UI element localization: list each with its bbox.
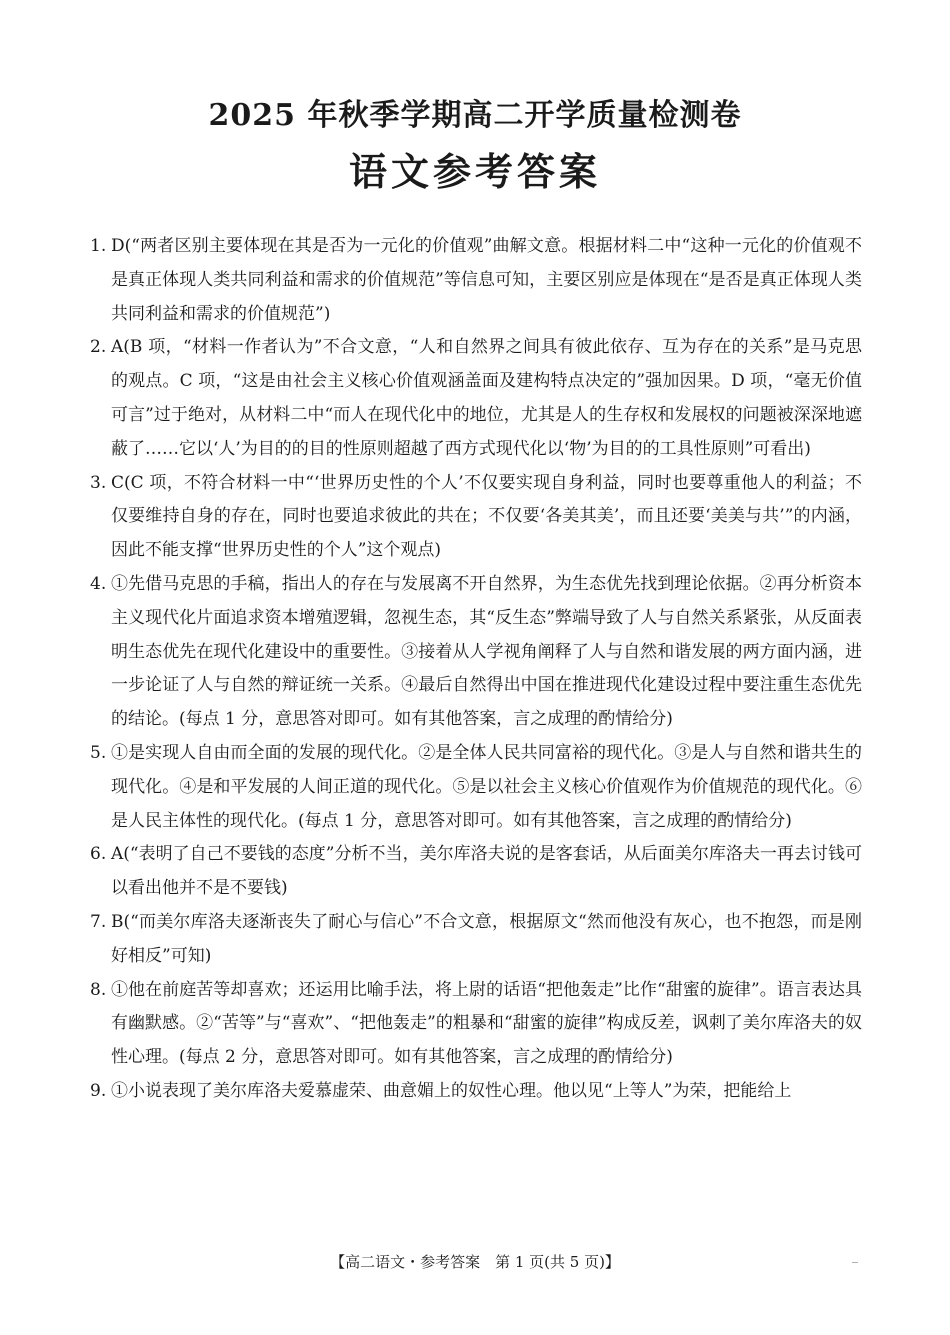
answer-text: B(“而美尔库洛夫逐渐丧失了耐心与信心”不合文意，根据原文“然而他没有灰心，也不抱怨，而是刚好相反”可知)	[111, 911, 862, 966]
answer-item-5	[90, 737, 862, 838]
answer-number: 2.	[90, 337, 107, 358]
answer-item-2	[90, 331, 862, 466]
answer-item-9	[90, 1075, 862, 1109]
answer-text: ①先借马克思的手稿，指出人的存在与发展离不开自然界，为生态优先找到理论依据。②再分析资本主义现代化片面追求资本增殖逻辑，忽视生态，其“反生态”弊端导致了人与自然关系紧张，从反面表明生态优先在现代化建设中的重要性。③接着从人学视角阐释了人与自然和谐发展的两方面内涵，进一步论证了人与自然的辩证统一关系。④最后自然得出中国在推进现代化建设过程中要注重生态优先的结论。(每点 1 分，意思答对即可。如有其他答案，言之成理的酌情给分)	[111, 573, 862, 730]
answer-item-6	[90, 838, 862, 906]
page-title: 2025 年秋季学期高二开学质量检测卷	[208, 98, 742, 133]
answer-number: 9.	[90, 1080, 107, 1101]
page-subtitle: 语文参考答案	[348, 149, 601, 194]
answer-text: ①小说表现了美尔库洛夫爱慕虚荣、曲意媚上的奴性心理。他以见“上等人”为荣，把能给上	[111, 1080, 792, 1101]
answer-number: 7.	[90, 911, 107, 932]
answer-item-3	[90, 467, 862, 568]
answer-item-4	[90, 568, 862, 737]
answer-number: 8.	[90, 979, 107, 1000]
answer-text: C(C 项，不符合材料一中“‘世界历史性的个人’不仅要实现自身利益，同时也要尊重他人的利益；不仅要维持自身的存在，同时也要追求彼此的共在；不仅要‘各美其美’，而且还要‘美美与共’”的内涵，因此不能支撑“世界历史性的个人”这个观点)	[111, 472, 862, 561]
answer-text: ①他在前庭苦等却喜欢；还运用比喻手法，将上尉的话语“把他轰走”比作“甜蜜的旋律”。语言表达具有幽默感。②“苦等”与“喜欢”、“把他轰走”的粗暴和“甜蜜的旋律”构成反差，讽刺了美尔库洛夫的奴性心理。(每点 2 分，意思答对即可。如有其他答案，言之成理的酌情给分)	[111, 979, 862, 1068]
answer-item-8	[90, 974, 862, 1075]
answer-number: 4.	[90, 573, 107, 594]
answer-number: 3.	[90, 472, 107, 493]
answer-text: ①是实现人自由而全面的发展的现代化。②是全体人民共同富裕的现代化。③是人与自然和谐共生的现代化。④是和平发展的人间正道的现代化。⑤是以社会主义核心价值观作为价值规范的现代化。⑥是人民主体性的现代化。(每点 1 分，意思答对即可。如有其他答案，言之成理的酌情给分)	[111, 742, 862, 831]
answer-number: 6.	[90, 844, 107, 865]
answer-item-1	[90, 230, 862, 331]
answer-text: A(“表明了自己不要钱的态度”分析不当，美尔库洛夫说的是客套话，从后面美尔库洛夫一再去讨钱可以看出他并不是不要钱)	[111, 844, 862, 899]
answer-item-7	[90, 906, 862, 974]
answer-number: 5.	[90, 742, 107, 763]
answer-number: 1.	[90, 236, 107, 256]
scan-mark	[852, 1262, 858, 1263]
answer-text: A(B 项，“材料一作者认为”不合文意，“人和自然界之间具有彼此依存、互为存在的关系”是马克思的观点。C 项，“这是由社会主义核心价值观涵盖面及建构特点决定的”强加因果。D 项，“毫无价值可言”过于绝对，从材料二中“而人在现代化中的地位，尤其是人的生存权和发展权的问题被深深地遮蔽了……它以‘人’为目的的目的性原则超越了西方式现代化以‘物’为目的的工具性原则”可看出)	[111, 337, 862, 459]
answer-text: D(“两者区别主要体现在其是否为一元化的价值观”曲解文意。根据材料二中“这种一元化的价值观不是真正体现人类共同利益和需求的价值规范”等信息可知，主要区别应是体现在“是否是真正体现人类共同利益和需求的价值规范”)	[111, 236, 862, 324]
page-footer: 【高二语文・参考答案 第 1 页(共 5 页)】	[330, 1253, 620, 1271]
answer-list	[90, 230, 862, 1109]
